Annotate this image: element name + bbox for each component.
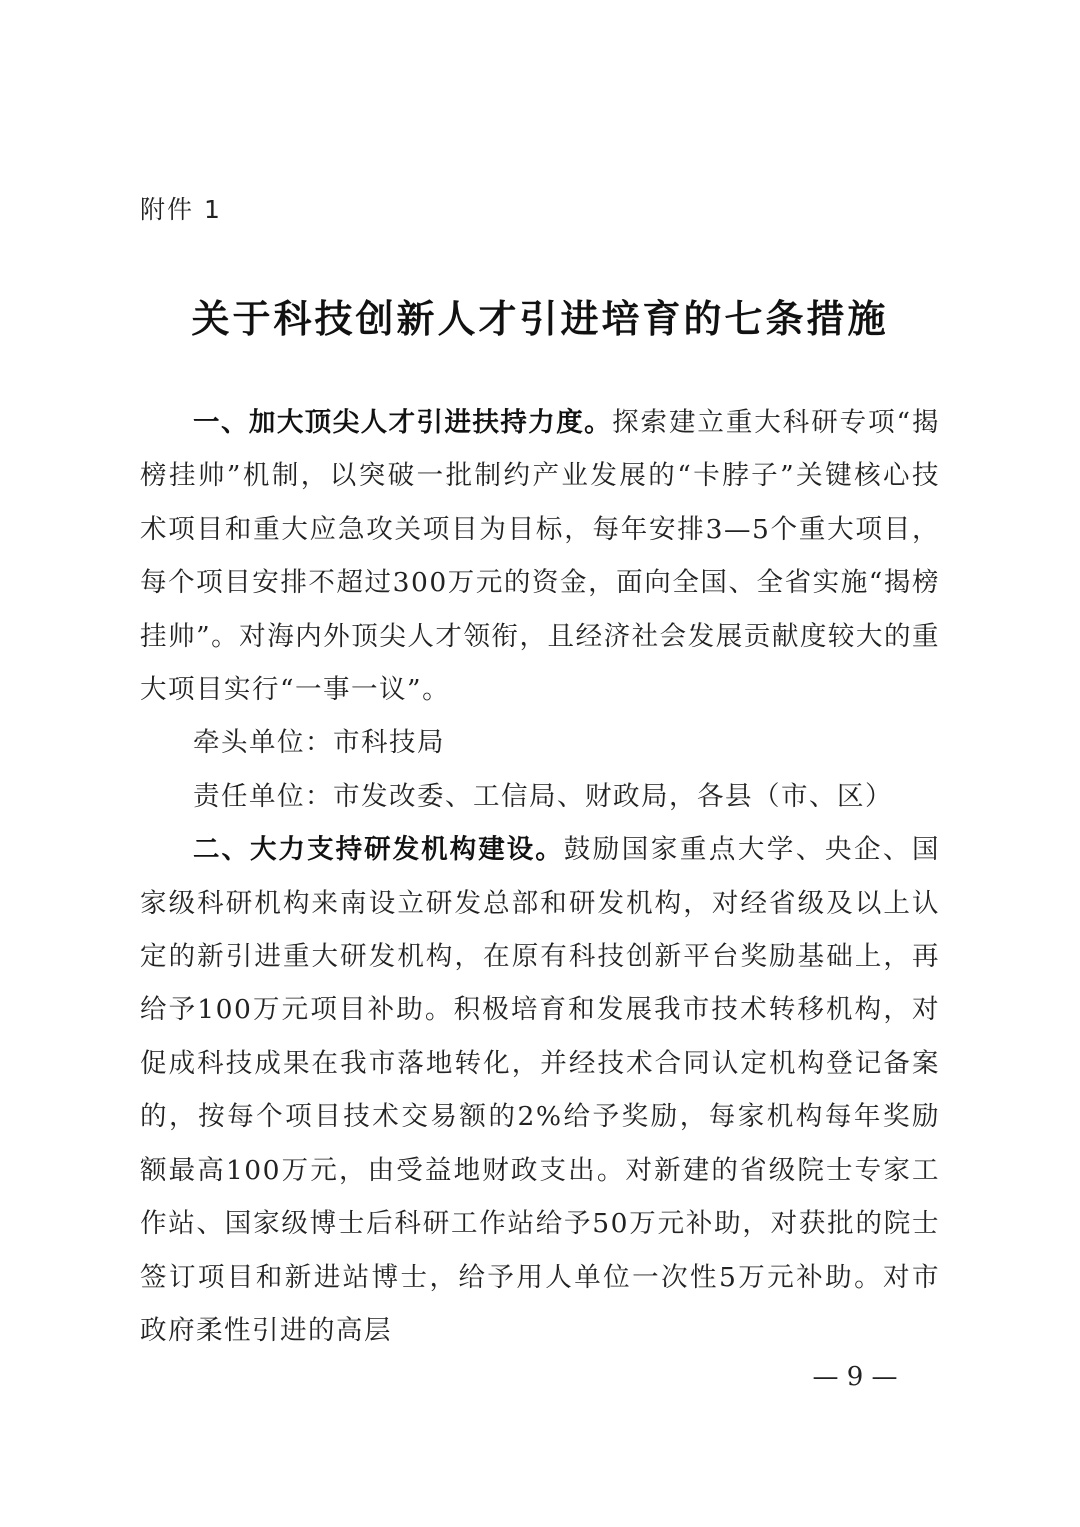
section-1-body: 探索建立重大科研专项“揭榜挂帅”机制，以突破一批制约产业发展的“卡脖子”关键核心技术项目和重大应急攻关项目为目标，每年安排3—5个重大项目，每个项目安排不超过300万元的资金，面向全国、全省实施“揭榜挂帅”。对海内外顶尖人才领衔，且经济社会发展贡献度较大的重大项目实行“一事一议”。 xyxy=(140,407,940,706)
section-1-paragraph xyxy=(140,396,940,716)
section-1-responsible-units: 责任单位：市发改委、工信局、财政局，各县（市、区） xyxy=(193,780,893,812)
section-1-heading: 一、加大顶尖人才引进扶持力度。 xyxy=(193,407,613,438)
page-number: — 9 — xyxy=(812,1362,898,1392)
section-2-heading: 二、大力支持研发机构建设。 xyxy=(193,834,564,866)
section-1-lead-unit: 牵头单位：市科技局 xyxy=(193,727,445,759)
document-title: 关于科技创新人才引进培育的七条措施 xyxy=(191,296,889,341)
document-body xyxy=(140,396,940,1357)
section-2-body: 鼓励国家重点大学、央企、国家级科研机构来南设立研发总部和研发机构，对经省级及以上认定的新引进重大研发机构，在原有科技创新平台奖励基础上，再给予100万元项目补助。积极培育和发展我市技术转移机构，对促成科技成果在我市落地转化，并经技术合同认定机构登记备案的，按每个项目技术交易额的2%给予奖励，每家机构每年奖励额最高100万元，由受益地财政支出。对新建的省级院士专家工作站、国家级博士后科研工作站给予50万元补助，对获批的院士签订项目和新进站博士，给予用人单位一次性5万元补助。对市政府柔性引进的高层 xyxy=(140,834,941,1346)
section-2-paragraph xyxy=(140,823,940,1357)
attachment-label: 附件 1 xyxy=(140,195,222,224)
